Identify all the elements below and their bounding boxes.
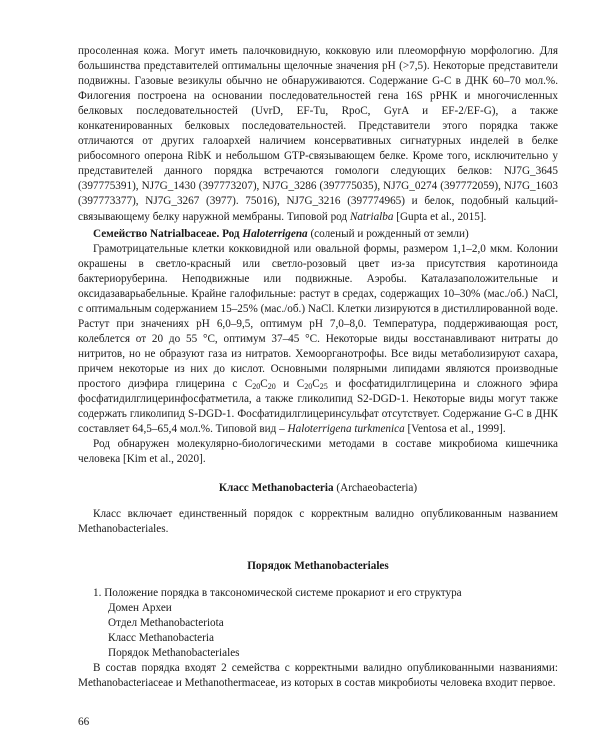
hierarchy-class: Класс Methanobacteria — [108, 631, 214, 644]
paragraph-genus-microbiome: Род обнаружен молекулярно-биологическими методами в составе микробиома кишечника человека [Kim et al., 2020]. — [78, 438, 558, 466]
paragraph-genus-description — [78, 242, 558, 438]
genus-meaning: (соленый и рожденный от земли) — [307, 227, 469, 240]
text-run: C — [260, 378, 268, 391]
paragraph-order-description — [78, 44, 558, 225]
class-heading-name: Класс Methanobacteria — [218, 482, 334, 495]
paragraph-class-description: Класс включает единственный порядок с корректным валидно опубликованным названием Methanobacteriales. — [78, 508, 558, 536]
reference: [Ventosa et al., 1999]. — [404, 423, 506, 436]
genus-name: Haloterrigena — [242, 227, 308, 240]
reference: [Gupta et al., 2015]. — [393, 210, 487, 223]
class-heading-synonym: (Archaeobacteria) — [333, 482, 418, 495]
numbered-item-1: 1. Положение порядка в таксономической системе прокариот и его структура — [93, 586, 462, 599]
paragraph-text: просоленная кожа. Могут иметь палочковидную, кокковую или плеоморфную морфологию. Для большинства представителей оптимальны щелочные значения pH (>7,5). Некоторые представители подвижны. Газовые везикулы обычно не обнаруживаются. Содержание G-C в ДНК 60–70 мол.%. Филогения построена на основании последовательностей гена 16S рРНК и многочисленных белковых последовательностей (UvrD, EF-Tu, RpoC, GyrA и EF-2/EF-G), а также конкатенированных белковых последовательностей. Представители этого порядка также отличаются от других галоархей наличием консервативных сигнатурных инделей в белке рибосомного оперона RibK и небольшом GTP-связывающем белке. Кроме того, исключительно у представителей данного порядка встречаются гомологи следующих белков: NJ7G_3645 (397775391), NJ7G_1430 (397773207), NJ7G_3286 (397775035), NJ7G_0274 (397772059), NJ7G_1603 (397773377), NJ7G_3267 (3977). 75016), NJ7G_3216 (397774965) и белок, подобный кальций-связывающему белку наружной мембраны. Типовой род — [78, 45, 558, 223]
order-heading: Порядок Methanobacteriales — [247, 560, 389, 573]
type-species-name: Haloterrigena turkmenica — [287, 423, 405, 436]
text-run: и фосфатидилглицерина и сложного эфира фосфатидилглицеринфосфатметила, а также гликолипид S2-DGD-1. Некоторые виды могут также содержать гликолипид S-DGD-1. Фосфатидилглицеринсульфат отсутствует. Содержание G-C в ДНК составляет 64,5–65,4 мол.%. Типовой вид – — [78, 378, 559, 436]
text-run: Грамотрицательные клетки кокковидной или овальной формы, размером 1,1–2,0 мкм. Колонии окрашены в светло-красный или светло-розовый цвет из-за присутствия каротиноида бактериоруберина. Неподвижные или подвижные. Аэробы. Каталазаположительные и оксидазаварьабельные. Крайне галофильные: растут в средах, содержащих 10–30% (мас./об.) NaCl, с оптимальным содержанием 15–25% (мас./об.) NaCl. Клетки лизируются в дистиллированной воде. Растут при значениях pH 6,0–9,5, оптимум pH 7,0–8,0. Температура, поддерживающая рост, колеблется от 20 до 55 °C, оптимум 37–45 °C. Некоторые виды восстанавливают нитраты до нитритов, но не образуют газа из нитратов. Хемоорганотрофы. Все виды метаболизируют сахара, причем некоторые из них до кислот. Основными полярными липидами являются производные простого диэфира глицерина с C — [78, 242, 558, 391]
paragraph-order-families: В состав порядка входят 2 семейства с корректными валидно опубликованными названиями: Methanobacteriaceae и Methanothermaceae, из которых в состав микробиоты человека входит первое. — [78, 661, 558, 689]
family-label: Семейство Natrialbaceae. Род — [93, 227, 243, 240]
hierarchy-domain: Домен Археи — [108, 601, 172, 614]
class-heading — [78, 481, 558, 496]
subscript: 20 — [304, 382, 313, 392]
text-run: и C — [275, 378, 305, 391]
family-heading — [78, 227, 558, 242]
subscript: 25 — [319, 382, 328, 392]
subscript: 20 — [267, 382, 276, 392]
subscript: 20 — [252, 382, 261, 392]
page-body — [78, 44, 558, 691]
hierarchy-phylum: Отдел Methanobacteriota — [108, 616, 224, 629]
page-number: 66 — [78, 716, 90, 728]
text-run: C — [312, 378, 320, 391]
type-genus-name: Natrialba — [349, 210, 394, 223]
hierarchy-order: Порядок Methanobacteriales — [108, 646, 240, 659]
